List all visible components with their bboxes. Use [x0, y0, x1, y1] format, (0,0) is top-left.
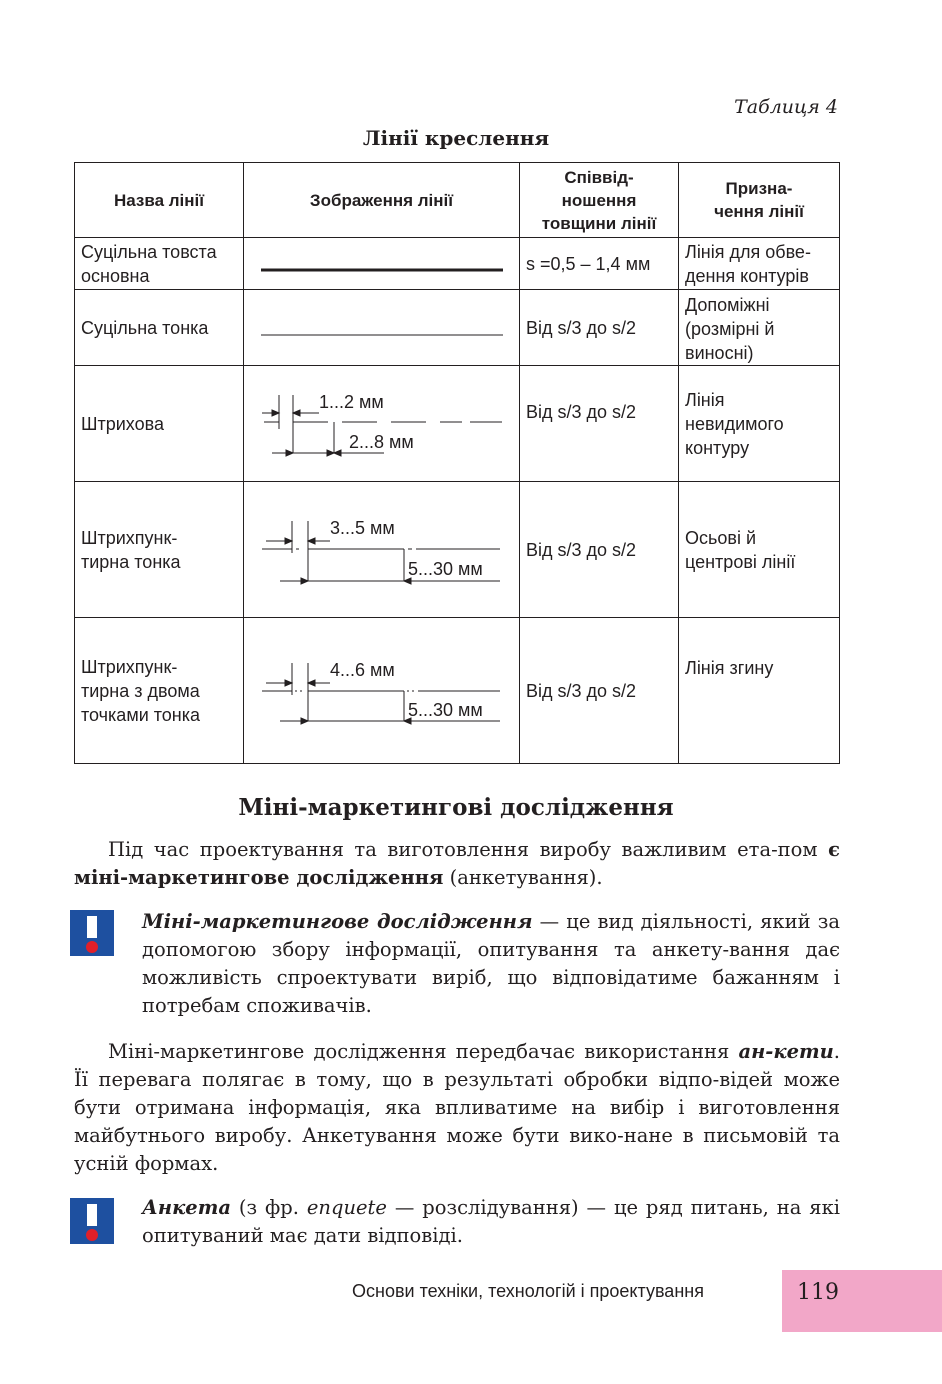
table-row — [75, 618, 840, 764]
paragraph: Міні-маркетингове дослідження передбачає використання ан-кети. Її перевага полягає в тому, що в результаті обробки відпо-відей може бути отримана інформація, яка впливатиме на вибір і виготовлення майбутнього виробу. Анкетування може бути вико-нане в письмовій та усній формах. — [74, 1040, 840, 1175]
bold-term: є міні-маркетингове дослідження — [74, 838, 841, 889]
table-header-row — [75, 163, 840, 238]
table-row — [75, 366, 840, 482]
line-ratio: Від s/3 до s/2 — [520, 482, 679, 618]
line-ratio: Від s/3 до s/2 — [520, 366, 679, 482]
table-caption: Таблиця 4 — [734, 96, 838, 118]
table-row — [75, 238, 840, 290]
table-row — [75, 290, 840, 366]
line-name: Суцільна тонка — [75, 290, 244, 366]
line-ratio: Від s/3 до s/2 — [520, 290, 679, 366]
table-row — [75, 482, 840, 618]
line-name: Штрихова — [75, 366, 244, 482]
definition-note: Анкета (з фр. enquete — розслідування) — це ряд питань, на які опитуваний має дати відповіді. — [142, 1196, 840, 1247]
line-image-dash-dot — [244, 482, 520, 618]
line-purpose: Лінія невидимого контуру — [679, 366, 840, 482]
table-title: Лінії креслення — [362, 126, 550, 150]
header-name: Назва лінії — [75, 163, 244, 238]
paragraph: Під час проектування та виготовлення виробу важливим ета-пом є міні-маркетингове дослідження (анкетування). — [74, 838, 841, 889]
footer-book-title: Основи техніки, технологій і проектування — [352, 1281, 704, 1301]
line-name: Суцільна товста основна — [75, 238, 244, 290]
line-image-dash-two-dots — [244, 618, 520, 764]
defined-term: Анкета — [142, 1196, 231, 1219]
line-ratio: s =0,5 – 1,4 мм — [520, 238, 679, 290]
line-ratio: Від s/3 до s/2 — [520, 618, 679, 764]
line-name: Штрихпунк- тирна тонка — [75, 482, 244, 618]
dimension-label: 5...30 мм — [408, 558, 483, 579]
line-purpose: Лінія згину — [679, 618, 840, 764]
dimension-label: 4...6 мм — [330, 659, 395, 680]
exclamation-icon — [70, 1198, 114, 1244]
line-image-solid-thin — [244, 290, 520, 366]
line-purpose: Допоміжні (розмірні й виносні) — [679, 290, 840, 366]
section-heading: Міні-маркетингові дослідження — [238, 794, 674, 821]
defined-term: Міні-маркетингове дослідження — [142, 910, 533, 933]
foreign-word: enquete — [306, 1196, 387, 1219]
line-purpose: Лінія для обве- дення контурів — [679, 238, 840, 290]
header-image: Зображення лінії — [244, 163, 520, 238]
line-name: Штрихпунк- тирна з двома точками тонка — [75, 618, 244, 764]
definition-note: Міні-маркетингове дослідження — це вид діяльності, який за допомогою збору інформації, опитування та анкету-вання дає можливість спроектувати виріб, що відповідатиме бажанням і потребам споживачів. — [142, 910, 840, 1017]
line-image-dashed — [244, 366, 520, 482]
line-image-solid-thick — [244, 238, 520, 290]
exclamation-icon — [70, 910, 114, 956]
lines-table — [74, 162, 840, 764]
dimension-label: 3...5 мм — [330, 517, 395, 538]
header-purpose: Призна- чення лінії — [679, 163, 840, 238]
line-purpose: Осьові й центрові лінії — [679, 482, 840, 618]
dimension-label: 2...8 мм — [349, 431, 414, 452]
dimension-label: 1...2 мм — [319, 391, 384, 412]
dimension-label: 5...30 мм — [408, 699, 483, 720]
page-number: 119 — [797, 1280, 839, 1305]
italic-term: ан-кети — [738, 1040, 834, 1063]
header-ratio: Співвід- ношення товщини лінії — [520, 163, 679, 238]
